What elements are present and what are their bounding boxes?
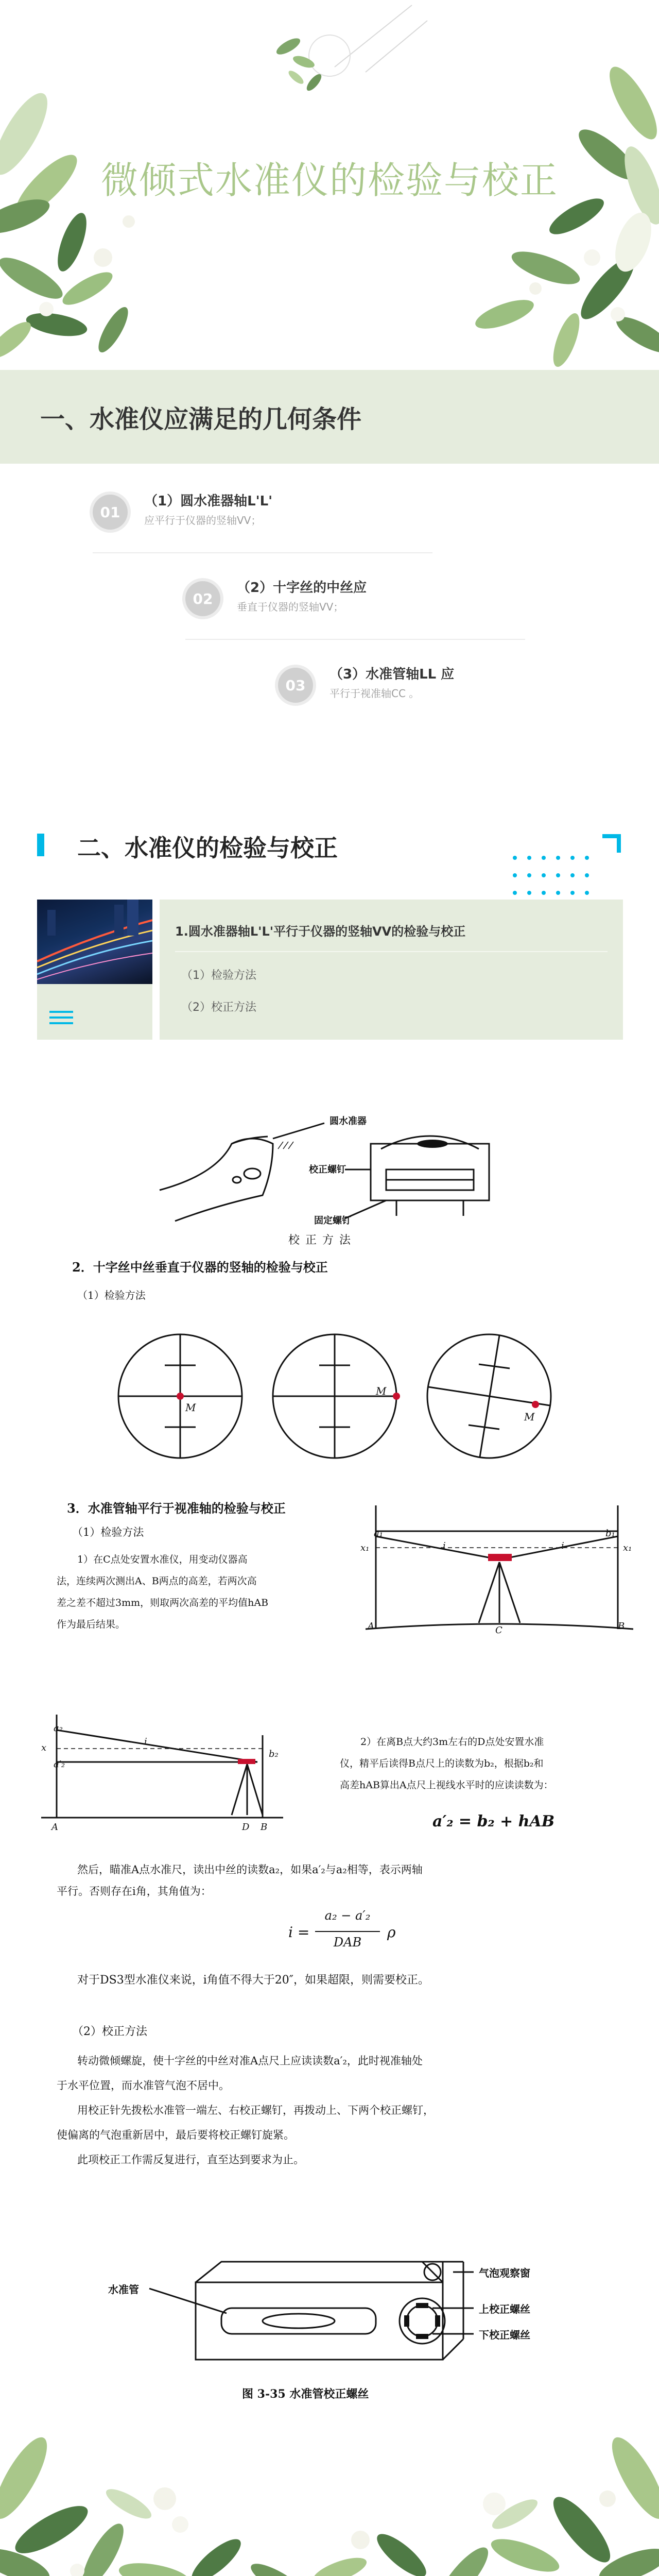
divider xyxy=(185,639,525,640)
label-fixing-screw: 固定螺钉 xyxy=(314,1215,351,1226)
check2-title: 2．十字丝中丝垂直于仪器的竖轴的检验与校正 xyxy=(72,1260,328,1275)
page-title: 微倾式水准仪的检验与校正 xyxy=(100,159,558,202)
label-window: 气泡观察窗 xyxy=(479,2267,530,2279)
label-circular-level: 圆水准器 xyxy=(330,1116,367,1127)
check2-method: （1）检验方法 xyxy=(77,1289,146,1301)
label-a1: a₁ xyxy=(374,1528,383,1539)
label-lower-screw: 下校正螺丝 xyxy=(479,2329,530,2341)
formula-i-left: i = xyxy=(288,1924,310,1941)
check3-para2 xyxy=(340,1731,628,1796)
mark-label-2: M xyxy=(376,1385,387,1397)
label-A: A xyxy=(368,1621,374,1632)
formula-a2-prime: a′₂ = b₂ + hAB xyxy=(432,1812,555,1831)
menu-icon xyxy=(49,1011,73,1024)
mark-label-3: M xyxy=(524,1411,535,1423)
formula-fraction-bar xyxy=(315,1931,380,1932)
condition-item-3 xyxy=(278,664,618,720)
condition-sub: 垂直于仪器的竖轴VV； xyxy=(237,601,344,613)
para-line: 高差hAB算出A点尺上视线水平时的应读读数为： xyxy=(340,1780,553,1791)
para-line: 法，连续两次测出A、B两点的高差，若两次高 xyxy=(57,1575,257,1587)
condition-item-1 xyxy=(93,490,432,547)
number-badge: 01 xyxy=(93,495,128,530)
para-line: 2）在离B点大约3m左右的D点处安置水准 xyxy=(360,1736,544,1748)
formula-i-right: ρ xyxy=(387,1924,396,1941)
card-item-1: （1）检验方法 xyxy=(181,969,256,982)
label-D: D xyxy=(242,1822,250,1833)
para-line: 1）在C点处安置水准仪，用变动仪器高 xyxy=(77,1554,248,1565)
label-i-right: i xyxy=(561,1540,564,1551)
condition-item-2 xyxy=(185,577,525,634)
crosshair-circles xyxy=(113,1329,556,1463)
figure4-caption: 图 3-35 水准管校正螺丝 xyxy=(242,2387,369,2401)
section1-heading: 一、水准仪应满足的几何条件 xyxy=(40,405,362,434)
label-b2: b₂ xyxy=(269,1749,279,1759)
label-A: A xyxy=(51,1822,58,1833)
figure-bubble-tube xyxy=(103,2251,566,2380)
label-B: B xyxy=(261,1822,268,1833)
label-x: x xyxy=(41,1742,47,1753)
number-badge: 03 xyxy=(278,668,313,703)
check3-method: （1）检验方法 xyxy=(72,1526,144,1538)
para-line: 作为最后结果。 xyxy=(57,1619,126,1630)
para-line: 于水平位置，而水准管气泡不居中。 xyxy=(57,2079,230,2092)
label-a2-prime: a′₂ xyxy=(54,1759,65,1770)
label-tube: 水准管 xyxy=(108,2283,139,2296)
para-line: 然后，瞄准A点水准尺，读出中丝的读数a₂，如果a′₂与a₂相等，表示两轴 xyxy=(77,1863,423,1876)
label-b1: b₁ xyxy=(605,1528,615,1539)
label-a2: a₂ xyxy=(54,1723,63,1734)
figure1-caption: 校 正 方 法 xyxy=(288,1234,352,1247)
foliage-illustration xyxy=(0,2401,659,2576)
para-line: 使偏离的气泡重新居中，最后要将校正螺钉旋紧。 xyxy=(57,2129,294,2141)
card-divider xyxy=(175,951,608,952)
para-line: 用校正针先拨松水准管一端左、右校正螺钉，再拨动上、下两个校正螺钉， xyxy=(77,2104,434,2116)
condition-sub: 平行于视准轴CC 。 xyxy=(330,687,420,700)
divider xyxy=(93,552,432,553)
label-C: C xyxy=(495,1625,502,1636)
para-line: 仪，精平后读得B点尺上的读数为b₂，根据b₂和 xyxy=(340,1758,544,1769)
topic-card-image xyxy=(37,900,152,984)
condition-title: （1）圆水准器轴L'L' xyxy=(144,494,273,509)
label-x1-right: x₁ xyxy=(623,1543,632,1553)
check3-para4: 对于DS3型水准仪来说，i角值不得大于20″，如果超限，则需要校正。 xyxy=(77,1974,429,1987)
formula-i-denominator: DAB xyxy=(333,1935,362,1950)
figure-level-setup-C xyxy=(360,1500,638,1634)
condition-title: （2）十字丝的中丝应 xyxy=(237,580,367,596)
card-title: 1.圆水准器轴L'L'平行于仪器的竖轴VV的检验与校正 xyxy=(175,924,466,939)
mark-label-1: M xyxy=(185,1401,196,1414)
section2-accent-bar xyxy=(37,834,44,856)
topic-card-body xyxy=(160,900,623,1040)
number-badge: 02 xyxy=(185,581,220,616)
footer-decoration xyxy=(0,2401,659,2576)
correction-method: （2）校正方法 xyxy=(72,2025,147,2038)
card-item-2: （2）校正方法 xyxy=(181,1001,256,1014)
formula-i-angle xyxy=(288,1906,422,1958)
condition-title: （3）水准管轴LL 应 xyxy=(330,667,455,682)
formula-i-numerator: a₂ − a′₂ xyxy=(324,1908,371,1923)
label-x1-left: x₁ xyxy=(360,1543,370,1553)
label-correction-screw: 校正螺钉 xyxy=(309,1164,346,1175)
section2-heading: 二、水准仪的检验与校正 xyxy=(77,834,338,862)
label-i-left: i xyxy=(443,1540,446,1551)
condition-sub: 应平行于仪器的竖轴VV； xyxy=(144,514,262,527)
figure-circular-level xyxy=(154,1113,515,1231)
check3-para5 xyxy=(57,2048,633,2172)
para-line: 此项校正工作需反复进行，直至达到要求为止。 xyxy=(77,2154,304,2166)
para-line: 转动微倾螺旋，使十字丝的中丝对准A点尺上应读读数a′₂，此时视准轴处 xyxy=(77,2055,423,2067)
figure-level-setup-D xyxy=(41,1709,299,1838)
check3-title: 3．水准管轴平行于视准轴的检验与校正 xyxy=(67,1501,286,1516)
para-line: 平行。否则存在i角，其角值为： xyxy=(57,1885,212,1897)
para-line: 差之差不超过3mm，则取两次高差的平均值hAB xyxy=(57,1597,269,1608)
check3-para3 xyxy=(57,1859,623,1902)
label-i: i xyxy=(144,1736,147,1747)
topic-card-tag xyxy=(37,984,152,1040)
check3-para1 xyxy=(57,1549,345,1635)
label-B: B xyxy=(618,1621,625,1632)
label-upper-screw: 上校正螺丝 xyxy=(479,2303,530,2315)
